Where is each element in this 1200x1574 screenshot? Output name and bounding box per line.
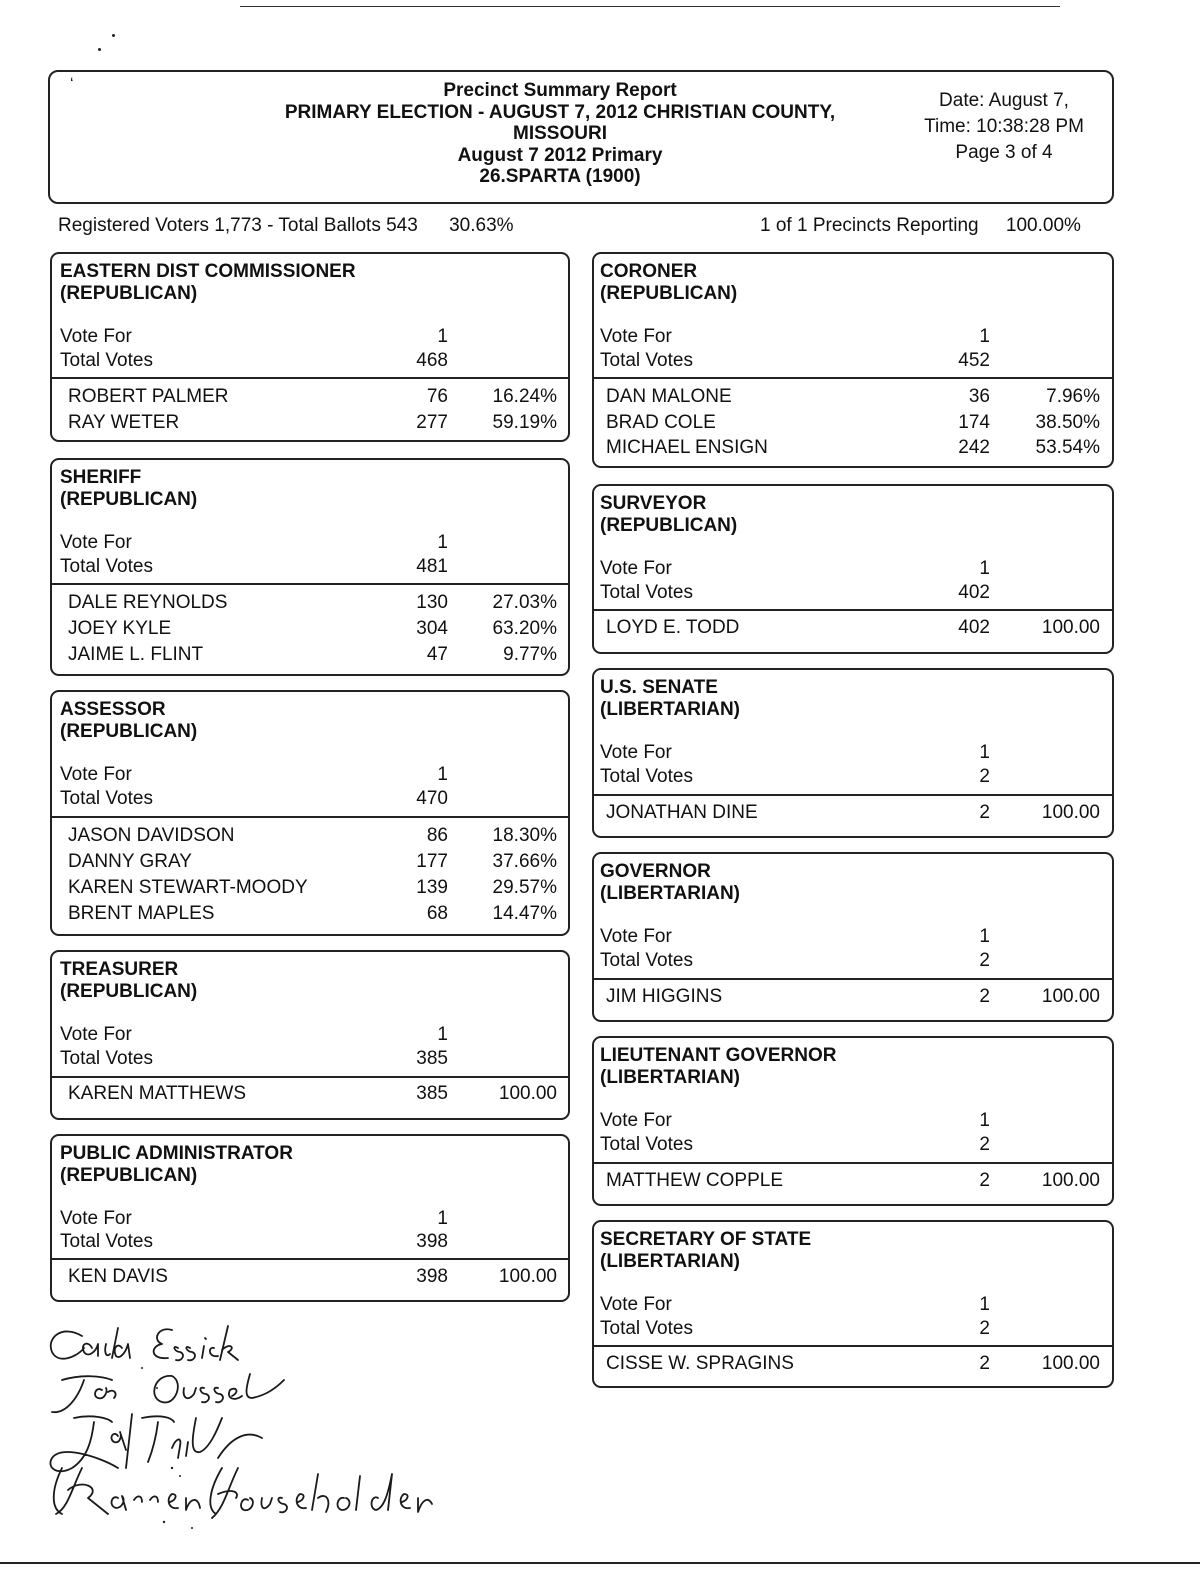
race-office: GOVERNOR <box>600 861 711 882</box>
total-votes-value: 452 <box>958 350 990 371</box>
vote-for-label: Vote For <box>60 764 132 785</box>
candidate-name: ROBERT PALMER <box>68 386 229 407</box>
race-party: (LIBERTARIAN) <box>600 1067 741 1088</box>
candidate-votes: 2 <box>979 802 990 823</box>
vote-for-value: 1 <box>979 1110 990 1131</box>
vote-for-label: Vote For <box>60 532 132 553</box>
candidate-percent: 14.47% <box>492 903 557 924</box>
candidate-votes: 139 <box>416 877 448 898</box>
turnout-summary <box>58 215 514 237</box>
candidate-row <box>594 986 1112 1012</box>
race-office: TREASURER <box>60 959 179 980</box>
candidate-row <box>594 1170 1112 1196</box>
race-governor <box>592 852 1114 1022</box>
vote-for-label: Vote For <box>600 926 672 947</box>
scan-speck <box>98 48 101 51</box>
race-title <box>600 261 737 305</box>
race-party: (LIBERTARIAN) <box>600 883 741 904</box>
race-title <box>60 699 197 743</box>
candidate-row <box>52 825 568 851</box>
race-party: (REPUBLICAN) <box>60 981 198 1002</box>
race-office: U.S. SENATE <box>600 677 718 698</box>
precincts-summary <box>760 215 1081 237</box>
race-coroner <box>592 252 1114 468</box>
total-votes-label: Total Votes <box>600 1134 693 1155</box>
handwritten-signatures <box>22 1318 442 1548</box>
total-votes-value: 2 <box>979 766 990 787</box>
total-votes-label: Total Votes <box>60 1231 153 1252</box>
candidate-votes: 385 <box>416 1083 448 1104</box>
candidate-percent: 29.57% <box>492 877 557 898</box>
signature-3 <box>50 1414 262 1471</box>
total-votes-value: 470 <box>416 788 448 809</box>
total-votes-label: Total Votes <box>600 1318 693 1339</box>
race-office: EASTERN DIST COMMISSIONER <box>60 261 356 282</box>
total-votes-value: 402 <box>958 582 990 603</box>
candidate-row <box>594 412 1112 438</box>
race-office: SHERIFF <box>60 467 142 488</box>
race-party: (REPUBLICAN) <box>60 721 198 742</box>
candidate-percent: 16.24% <box>492 386 557 407</box>
candidate-percent: 100.00 <box>1041 1170 1100 1191</box>
signature-2 <box>52 1374 284 1412</box>
race-secretary-of-state <box>592 1220 1114 1388</box>
divider <box>52 1076 568 1078</box>
candidate-row <box>52 877 568 903</box>
candidate-votes: 242 <box>958 437 990 458</box>
candidate-name: MICHAEL ENSIGN <box>606 437 768 458</box>
race-office: PUBLIC ADMINISTRATOR <box>60 1143 293 1164</box>
total-votes-label: Total Votes <box>600 350 693 371</box>
race-office: ASSESSOR <box>60 699 166 720</box>
candidate-votes: 130 <box>416 592 448 613</box>
total-votes-value: 468 <box>416 350 448 371</box>
vote-for-value: 1 <box>979 326 990 347</box>
election-name: August 7 2012 Primary <box>457 144 663 166</box>
total-votes-label: Total Votes <box>60 350 153 371</box>
precincts-percent: 100.00% <box>1005 215 1081 236</box>
signature-1 <box>51 1326 238 1360</box>
total-votes-value: 2 <box>979 950 990 971</box>
divider <box>594 377 1112 379</box>
vote-for-value: 1 <box>979 1294 990 1315</box>
race-eastern-dist-commissioner <box>50 252 570 442</box>
race-party: (REPUBLICAN) <box>60 489 198 510</box>
candidate-name: JIM HIGGINS <box>606 986 723 1007</box>
divider <box>52 1258 568 1260</box>
candidate-name: KAREN MATTHEWS <box>68 1083 247 1104</box>
race-title <box>600 1229 811 1273</box>
total-votes-label: Total Votes <box>600 950 693 971</box>
total-votes-value: 2 <box>979 1134 990 1155</box>
race-assessor <box>50 690 570 936</box>
divider <box>594 794 1112 796</box>
candidate-percent: 100.00 <box>498 1266 557 1287</box>
candidate-row <box>52 1083 568 1109</box>
total-votes-label: Total Votes <box>60 1048 153 1069</box>
candidate-row <box>594 437 1112 463</box>
bottom-scan-line <box>0 1562 1200 1564</box>
candidate-name: JOEY KYLE <box>68 618 172 639</box>
candidate-percent: 7.96% <box>1046 386 1100 407</box>
candidate-name: JAIME L. FLINT <box>68 644 204 665</box>
election-title: PRIMARY ELECTION - AUGUST 7, 2012 CHRISTIAN COUNTY, <box>284 101 836 123</box>
candidate-name: LOYD E. TODD <box>606 617 740 638</box>
candidate-percent: 59.19% <box>492 412 557 433</box>
vote-for-label: Vote For <box>600 742 672 763</box>
vote-for-value: 1 <box>437 1024 448 1045</box>
total-votes-value: 398 <box>416 1231 448 1252</box>
vote-for-label: Vote For <box>60 1024 132 1045</box>
candidate-votes: 177 <box>416 851 448 872</box>
divider <box>52 377 568 379</box>
race-party: (REPUBLICAN) <box>600 515 738 536</box>
race-sheriff <box>50 458 570 676</box>
race-title <box>600 493 737 537</box>
candidate-name: KEN DAVIS <box>68 1266 168 1287</box>
race-title <box>600 861 740 905</box>
vote-for-value: 1 <box>437 326 448 347</box>
candidate-percent: 18.30% <box>492 825 557 846</box>
vote-for-label: Vote For <box>600 326 672 347</box>
race-lieutenant-governor <box>592 1036 1114 1206</box>
vote-for-label: Vote For <box>600 1294 672 1315</box>
race-us-senate <box>592 668 1114 838</box>
total-votes-label: Total Votes <box>600 582 693 603</box>
candidate-votes: 2 <box>979 1353 990 1374</box>
candidate-name: DALE REYNOLDS <box>68 592 228 613</box>
report-header <box>48 70 1114 204</box>
header-meta <box>904 88 1104 166</box>
registered-voters: Registered Voters 1,773 - Total Ballots 543 <box>58 215 418 236</box>
divider <box>594 1162 1112 1164</box>
candidate-name: CISSE W. SPRAGINS <box>606 1353 794 1374</box>
candidate-name: JONATHAN DINE <box>606 802 758 823</box>
candidate-percent: 100.00 <box>1041 986 1100 1007</box>
candidate-percent: 100.00 <box>1041 802 1100 823</box>
candidate-votes: 76 <box>426 386 448 407</box>
divider <box>594 978 1112 980</box>
candidate-row <box>52 592 568 618</box>
candidate-percent: 100.00 <box>1041 617 1100 638</box>
candidate-row <box>52 412 568 438</box>
candidate-percent: 100.00 <box>1041 1353 1100 1374</box>
vote-for-value: 1 <box>979 926 990 947</box>
candidate-name: KAREN STEWART-MOODY <box>68 877 308 898</box>
total-votes-label: Total Votes <box>60 556 153 577</box>
top-scan-line <box>240 6 1060 7</box>
race-title <box>600 677 740 721</box>
race-office: CORONER <box>600 261 698 282</box>
precinct-name: 26.SPARTA (1900) <box>479 166 641 187</box>
candidate-percent: 37.66% <box>492 851 557 872</box>
candidate-votes: 304 <box>416 618 448 639</box>
candidate-row <box>52 386 568 412</box>
page-number: Page 3 of 4 <box>955 142 1053 163</box>
candidate-percent: 63.20% <box>492 618 557 639</box>
race-office: LIEUTENANT GOVERNOR <box>600 1045 837 1066</box>
candidate-votes: 2 <box>979 1170 990 1191</box>
total-votes-value: 385 <box>416 1048 448 1069</box>
precincts-reporting: 1 of 1 Precincts Reporting <box>760 215 979 236</box>
candidate-row <box>52 644 568 670</box>
candidate-name: DAN MALONE <box>606 386 732 407</box>
election-state: MISSOURI <box>513 123 607 144</box>
vote-for-label: Vote For <box>60 1208 132 1229</box>
vote-for-value: 1 <box>979 558 990 579</box>
candidate-votes: 402 <box>958 617 990 638</box>
race-title <box>600 1045 836 1089</box>
candidate-votes: 2 <box>979 986 990 1007</box>
vote-for-label: Vote For <box>600 558 672 579</box>
race-office: SECRETARY OF STATE <box>600 1229 812 1250</box>
race-treasurer <box>50 950 570 1120</box>
candidate-row <box>52 851 568 877</box>
candidate-percent: 27.03% <box>492 592 557 613</box>
race-office: SURVEYOR <box>600 493 707 514</box>
candidate-votes: 68 <box>426 903 448 924</box>
race-party: (LIBERTARIAN) <box>600 1251 741 1272</box>
candidate-row <box>52 903 568 929</box>
total-votes-value: 481 <box>416 556 448 577</box>
race-party: (REPUBLICAN) <box>600 283 738 304</box>
vote-for-label: Vote For <box>600 1110 672 1131</box>
race-party: (REPUBLICAN) <box>60 283 198 304</box>
race-party: (LIBERTARIAN) <box>600 699 741 720</box>
race-title <box>60 467 197 511</box>
divider <box>52 583 568 585</box>
header-title-block <box>240 80 880 188</box>
candidate-name: BRENT MAPLES <box>68 903 215 924</box>
scan-speck <box>112 34 115 37</box>
candidate-row <box>52 618 568 644</box>
vote-for-label: Vote For <box>60 326 132 347</box>
divider <box>594 1345 1112 1347</box>
vote-for-value: 1 <box>437 532 448 553</box>
signature-4 <box>54 1468 432 1518</box>
candidate-percent: 53.54% <box>1035 437 1100 458</box>
candidate-row <box>594 617 1112 643</box>
candidate-votes: 277 <box>416 412 448 433</box>
divider <box>52 816 568 818</box>
candidate-votes: 86 <box>426 825 448 846</box>
race-surveyor <box>592 484 1114 654</box>
vote-for-value: 1 <box>437 1208 448 1229</box>
candidate-percent: 9.77% <box>503 644 557 665</box>
race-party: (REPUBLICAN) <box>60 1165 198 1186</box>
report-date: Date: August 7, <box>939 90 1069 111</box>
race-title <box>60 261 356 305</box>
candidate-name: RAY WETER <box>68 412 180 433</box>
vote-for-value: 1 <box>979 742 990 763</box>
candidate-row <box>594 1353 1112 1379</box>
candidate-name: BRAD COLE <box>606 412 716 433</box>
vote-for-value: 1 <box>437 764 448 785</box>
candidate-votes: 398 <box>416 1266 448 1287</box>
candidate-votes: 47 <box>426 644 448 665</box>
divider <box>594 609 1112 611</box>
race-title <box>60 1143 293 1187</box>
total-votes-label: Total Votes <box>60 788 153 809</box>
candidate-votes: 174 <box>958 412 990 433</box>
candidate-name: JASON DAVIDSON <box>68 825 235 846</box>
total-votes-label: Total Votes <box>600 766 693 787</box>
candidate-row <box>594 802 1112 828</box>
candidate-name: MATTHEW COPPLE <box>606 1170 783 1191</box>
candidate-row <box>594 386 1112 412</box>
candidate-row <box>52 1266 568 1292</box>
report-time: Time: 10:38:28 PM <box>924 116 1084 137</box>
total-votes-value: 2 <box>979 1318 990 1339</box>
candidate-name: DANNY GRAY <box>68 851 192 872</box>
race-public-administrator <box>50 1134 570 1302</box>
header-tick-mark: ʻ <box>70 76 74 93</box>
report-title: Precinct Summary Report <box>443 80 677 101</box>
candidate-votes: 36 <box>968 386 990 407</box>
turnout-percent: 30.63% <box>449 215 514 236</box>
candidate-percent: 100.00 <box>498 1083 557 1104</box>
candidate-percent: 38.50% <box>1035 412 1100 433</box>
race-title <box>60 959 197 1003</box>
